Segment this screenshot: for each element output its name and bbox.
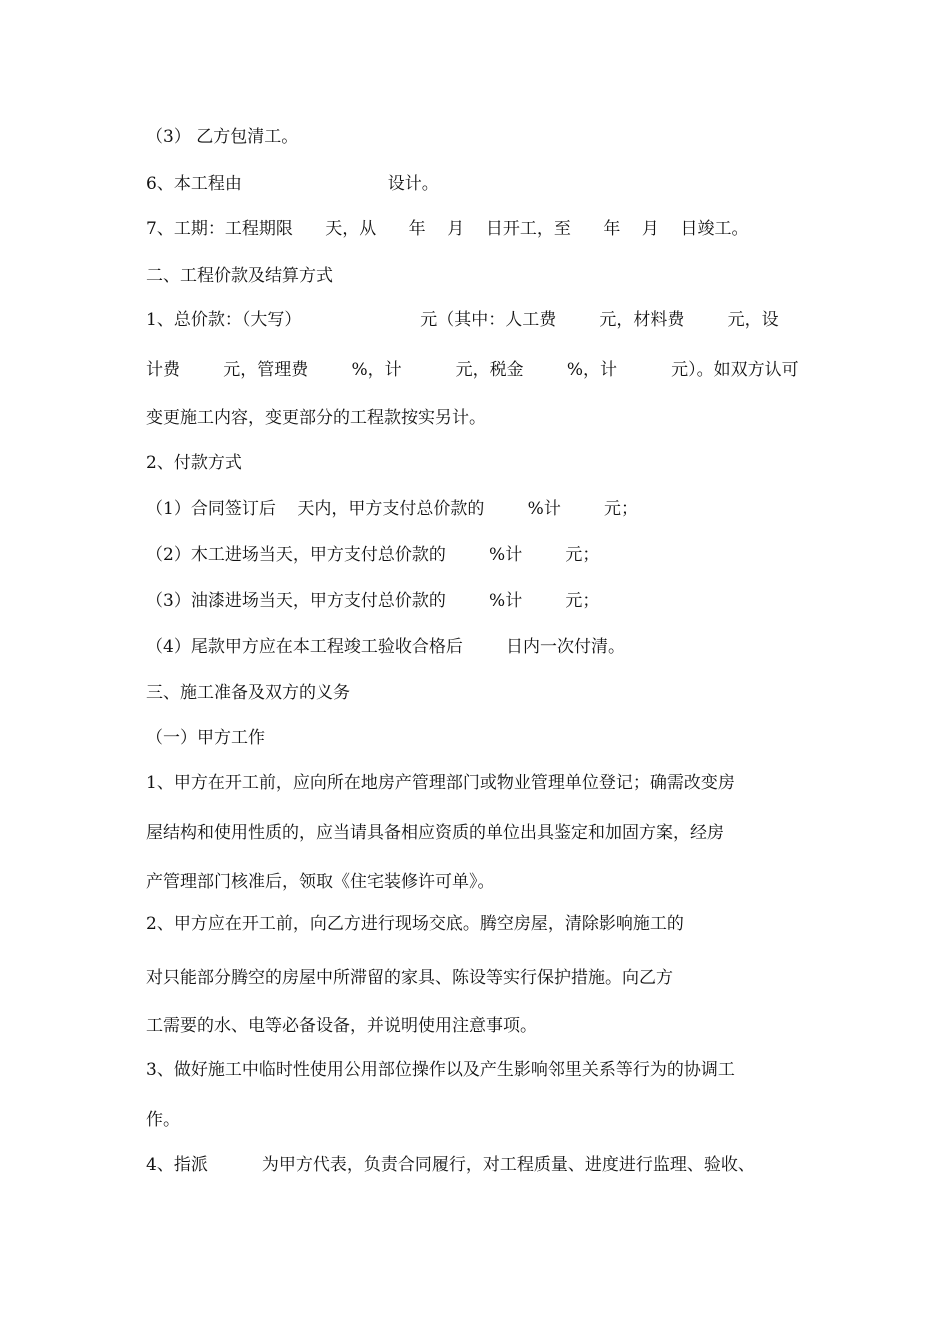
text-line: 产管理部门核准后，领取《住宅装修许可单》。 — [146, 872, 495, 892]
text-line: （3） 乙方包清工。 — [146, 127, 299, 147]
subsection-heading: 2、付款方式 — [146, 453, 242, 473]
text-line: 变更施工内容，变更部分的工程款按实另计。 — [146, 408, 486, 428]
section-heading: 二、工程价款及结算方式 — [146, 266, 333, 286]
text-line: 作。 — [146, 1110, 180, 1130]
text-line: （3）油漆进场当天，甲方支付总价款的 %计 元； — [146, 591, 600, 611]
text-line: 对只能部分腾空的房屋中所滞留的家具、陈设等实行保护措施。向乙方 — [146, 968, 673, 988]
text-line: 3、做好施工中临时性使用公用部位操作以及产生影响邻里关系等行为的协调工 — [146, 1060, 735, 1080]
section-heading: 三、施工准备及双方的义务 — [146, 683, 350, 703]
subsection-heading: （一）甲方工作 — [146, 728, 265, 748]
text-line: （2）木工进场当天，甲方支付总价款的 %计 元； — [146, 545, 600, 565]
text-line: 7、工期：工程期限 天，从 年 月 日开工，至 年 月 日竣工。 — [146, 219, 749, 239]
text-line: 工需要的水、电等必备设备，并说明使用注意事项。 — [146, 1016, 537, 1036]
text-line: 6、本工程由 设计。 — [146, 174, 439, 194]
text-line: 4、指派 为甲方代表，负责合同履行，对工程质量、进度进行监理、验收、 — [146, 1155, 755, 1175]
text-line: 1、总价款：（大写） 元（其中：人工费 元，材料费 元，设 — [146, 310, 779, 330]
text-line: （4）尾款甲方应在本工程竣工验收合格后 日内一次付清。 — [146, 637, 626, 657]
text-line: 2、甲方应在开工前，向乙方进行现场交底。腾空房屋，清除影响施工的 — [146, 914, 684, 934]
text-line: 1、甲方在开工前，应向所在地房产管理部门或物业管理单位登记；确需改变房 — [146, 773, 735, 793]
text-line: （1）合同签订后 天内，甲方支付总价款的 %计 元； — [146, 499, 639, 519]
text-line: 屋结构和使用性质的，应当请具备相应资质的单位出具鉴定和加固方案，经房 — [146, 823, 724, 843]
text-line: 计费 元，管理费 %，计 元，税金 %，计 元）。如双方认可 — [146, 360, 799, 380]
